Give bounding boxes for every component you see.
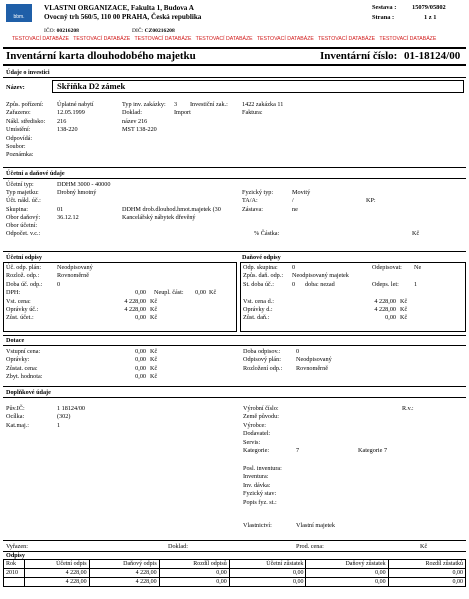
prod-cena-kc: Kč	[420, 543, 428, 550]
cell: 0,00	[306, 578, 388, 587]
section-danove-odpisy: Daňové odpisy	[242, 254, 281, 261]
danove-odpisy-kc: Kč Kč Kč	[400, 297, 408, 322]
ucetni-odpisy-amounts: 0,00 4 228,00 4 228,00 0,00	[124, 289, 146, 322]
inv-zak-label: Investiční zak.:	[190, 101, 228, 108]
zastava-label: Zástava:	[242, 205, 263, 213]
section-doplnkove: Doplňkové údaje	[6, 389, 51, 396]
table-row-total	[4, 578, 466, 587]
doplnkove-left-labels: Pův.IČ: Ocílka: Kat.maj.:	[6, 405, 30, 429]
cell: 4 228,00	[25, 569, 90, 578]
dotace-right-labels: Doba odpisov.: Odpisový plán: Rozložení odp.:	[243, 348, 283, 372]
col-danovy-zustatek: Daňový zůstatek	[306, 560, 388, 569]
doba-label: doba: nezad	[305, 280, 335, 288]
title-rule-top	[3, 47, 466, 49]
nazev-box	[52, 80, 464, 93]
rule	[3, 551, 466, 552]
rule	[3, 335, 466, 336]
cell: 4 228,00	[89, 569, 159, 578]
castka-kc: Kč	[412, 230, 420, 238]
title-rule-bottom	[3, 64, 466, 66]
section-ucetni: Účetní a daňové údaje	[6, 170, 65, 177]
ucetni-texts: DDHM drob.dlouhod.hmot.majetek (30 Kancelářský nábytek dřevěný	[122, 205, 221, 221]
fyz-typ-label: Fyzický typ:	[242, 189, 274, 197]
sestava-value: 15079/05802	[412, 4, 446, 11]
nazev-value: Skříňka D2 zámek	[57, 81, 126, 91]
ucetni-odpisy-text-values: Neodpisovaný Rovnoměrně 0	[57, 264, 93, 288]
doplnkove-left-values: 1 18124/00 (302) 1	[57, 405, 86, 429]
odpisy-table	[3, 559, 466, 587]
castka-label: % Částka:	[254, 230, 280, 238]
doklad-value: Import	[174, 109, 191, 117]
faktura-label: Faktura:	[242, 109, 263, 117]
org-line2: Ovocný trh 560/5, 110 00 PRAHA, Česká republika	[44, 13, 202, 21]
section-ucetni-odpisy: Účetní odpisy	[6, 254, 42, 261]
cell: 0,00	[388, 569, 465, 578]
col-rozdil-zustatku: Rozdíl zůstatků	[388, 560, 465, 569]
ucetni-values: DDHM 3000 - 40000 Drobný hmotný 01 36.12.12	[57, 181, 111, 221]
rv-label: R.v.:	[402, 405, 414, 412]
vlastnictvi-value: Vlastní majetek	[296, 522, 336, 529]
fyz-typ-value: Movitý	[292, 189, 311, 197]
typ-zakazky-value: 3	[174, 101, 178, 108]
udaje-mid-labels: Typ inv. zakázky: Doklad: název 216 MST 138-220	[122, 101, 166, 134]
table-header-row	[4, 560, 466, 569]
rule	[3, 167, 466, 168]
neupl-label: Neupl. část:	[154, 289, 184, 297]
rule	[3, 386, 466, 387]
section-dotace: Dotace	[6, 337, 25, 344]
test-banner: TESTOVACÍ DATABÁZE TESTOVACÍ DATABÁZE TESTOVACÍ DATABÁZE TESTOVACÍ DATABÁZE TESTOVACÍ DATABÁZE TESTOVACÍ DATABÁZE TESTOVACÍ DATABÁZE	[12, 36, 437, 42]
rule	[3, 397, 466, 398]
dotace-kc: Kč Kč Kč Kč	[150, 348, 158, 381]
prod-cena-label: Prod. cena:	[296, 543, 324, 550]
neupl-kc: Kč	[209, 289, 217, 297]
vlastnictvi-label: Vlastnictví:	[243, 522, 272, 529]
ico: IČO: 00216208	[44, 28, 79, 34]
doplnkove-right-labels: Výrobní číslo: Země původu: Výrobce: Dodavatel: Servis: Kategorie:	[243, 405, 279, 455]
ucetni-odpisy-labels: Úč. odp. plán: Rozlož. odp.: Doba úč. odp.: DPH: Vst. cena: Oprávky úč.: Zůst. účet.:	[6, 264, 43, 322]
section-udaje: Údaje o investici	[6, 69, 50, 76]
odeps-let-value: 1	[414, 280, 418, 288]
cell: 0,00	[388, 578, 465, 587]
dotace-right-values: 0 Neodpisovaný Rovnoměrně	[296, 348, 332, 372]
doplnkove-right2-labels: Posl. inventura: Inventura: Inv. dávka: Fyzický stav: Popis fyz. st.:	[243, 465, 282, 506]
kp-label: KP:	[366, 197, 376, 205]
rule	[3, 345, 466, 346]
cell: 4 228,00	[25, 578, 90, 587]
ta-label: TA/A:	[242, 197, 258, 205]
inv-number-value: 01-18124/00	[404, 50, 461, 62]
ucetni-labels: Účetní typ: Typ majetku: Účt. nákl. úč.: Skupina: Obor daňový: Obor účetní: Odpočet. v.c.:	[6, 181, 41, 238]
odepisovat-value: Ne	[414, 264, 422, 271]
rule	[3, 251, 466, 252]
table-row	[4, 569, 466, 578]
danove-odpisy-amounts: 4 228,00 4 228,00 0,00	[374, 297, 396, 322]
dic: DIČ: CZ00216208	[132, 28, 175, 34]
cell: 2010	[4, 569, 25, 578]
zastava-value: ne	[292, 205, 298, 213]
odepisovat-label: Odepisovat:	[372, 264, 402, 271]
udaje-left-labels: Způs. pořízení: Zařazeno: Nákl. středisko: Umístění: Odpovídá: Soubor: Poznámka:	[6, 101, 46, 159]
rule	[3, 77, 466, 78]
odeps-let-label: Odeps. let:	[372, 280, 399, 288]
col-ucetni-odpis: Účetní odpis	[25, 560, 90, 569]
nazev-label: Název:	[6, 84, 25, 91]
dotace-values: 0,00 0,00 0,00 0,00	[135, 348, 146, 381]
cell: 0,00	[159, 578, 229, 587]
neupl-value: 0,00	[195, 289, 206, 297]
strana-value: 1 z 1	[424, 14, 437, 21]
kategorie-value: 7	[296, 447, 300, 454]
org-line1: VLASTNI ORGANIZACE, Fakulta 1, Budova A	[44, 4, 194, 12]
col-rozdil-odpisu: Rozdíl odpisů	[159, 560, 229, 569]
section-odpisy: Odpisy	[6, 552, 25, 559]
cell: 0,00	[159, 569, 229, 578]
danove-odpisy-labels: Odp. skupina: Způs. daň. odp.: St. doba úč.: Vst. cena d.: Oprávky d.: Zůst. daň.:	[243, 264, 284, 322]
col-ucetni-zustatek: Účetní zůstatek	[229, 560, 306, 569]
danove-odpisy-text-values: 0 Neodpisovaný majetek 0	[292, 264, 349, 288]
ta-sep: /	[292, 197, 294, 205]
page-title: Inventární karta dlouhodobého majetku	[6, 50, 196, 62]
col-rok: Rok	[4, 560, 25, 569]
kategorie-text: Kategorie 7	[358, 447, 388, 454]
ucetni-odpisy-kc: Kč Kč Kč	[150, 297, 158, 322]
company-logo: bbm.	[6, 4, 32, 22]
col-danovy-odpis: Daňový odpis	[89, 560, 159, 569]
cell: 0,00	[306, 569, 388, 578]
strana-label: Strana :	[372, 14, 395, 21]
cell: 0,00	[229, 569, 306, 578]
vyrazen-label: Vyřazen:	[6, 543, 28, 550]
rule	[3, 178, 466, 179]
cell	[4, 578, 25, 587]
sestava-label: Sestava :	[372, 4, 397, 11]
rule	[3, 540, 466, 541]
inv-number-label: Inventární číslo:	[320, 50, 398, 62]
dotace-labels: Vstupní cena: Oprávky: Zůstat. cena: Zbyt. hodnota:	[6, 348, 43, 381]
cell: 4 228,00	[89, 578, 159, 587]
inv-zak-value: 1422 zakázka 11	[242, 101, 284, 108]
doklad-label: Doklad:	[168, 543, 188, 550]
cell: 0,00	[229, 578, 306, 587]
udaje-left-values: Úplatné nabytí 12.05.1999 216 138-220	[57, 101, 94, 134]
